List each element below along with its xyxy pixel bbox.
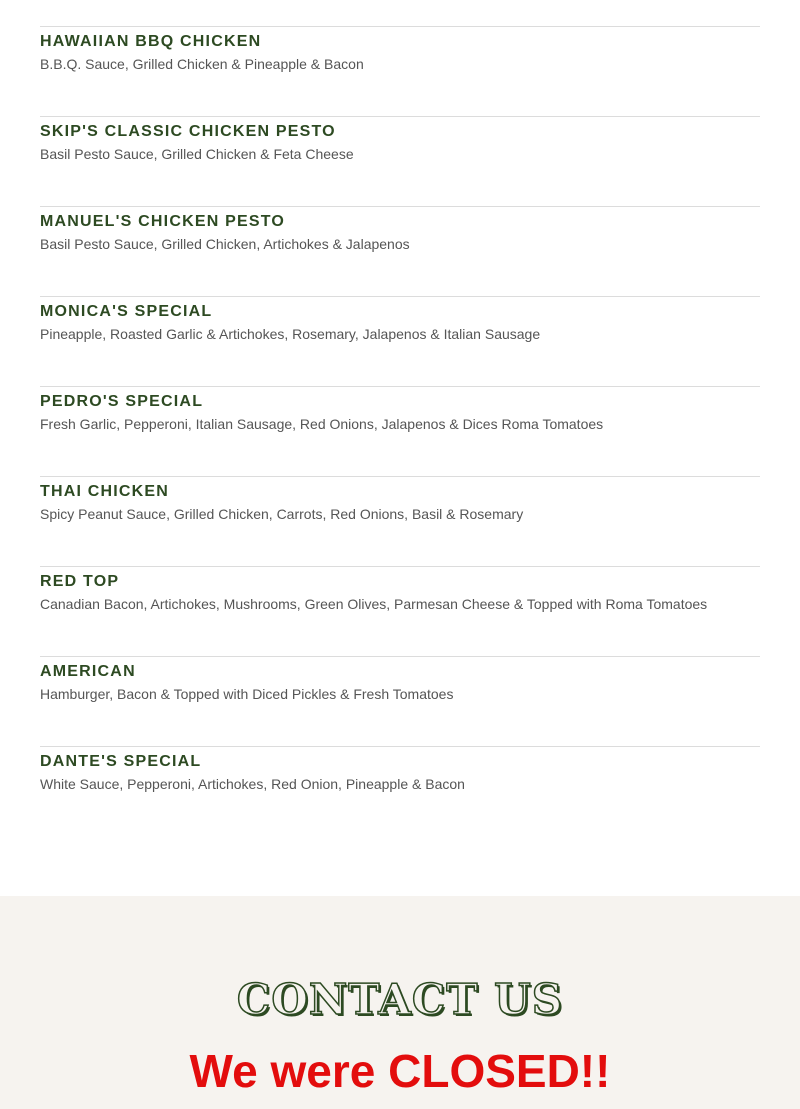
menu-item-description: Spicy Peanut Sauce, Grilled Chicken, Carrots, Red Onions, Basil & Rosemary xyxy=(40,506,524,522)
menu-item-description: Pineapple, Roasted Garlic & Artichokes, Rosemary, Jalapenos & Italian Sausage xyxy=(40,326,541,342)
menu-item-name: HAWAIIAN BBQ CHICKEN xyxy=(40,33,262,50)
menu-item-description: Basil Pesto Sauce, Grilled Chicken, Artichokes & Jalapenos xyxy=(40,236,410,252)
menu-item-description: Canadian Bacon, Artichokes, Mushrooms, Green Olives, Parmesan Cheese & Topped with Roma Tomatoes xyxy=(40,596,708,612)
contact-section xyxy=(0,896,800,1109)
menu-item xyxy=(40,26,760,116)
menu-item-name: MANUEL'S CHICKEN PESTO xyxy=(40,213,286,230)
menu-item xyxy=(40,386,760,476)
menu-item-description: Hamburger, Bacon & Topped with Diced Pickles & Fresh Tomatoes xyxy=(40,686,454,702)
menu-item xyxy=(40,296,760,386)
menu-item-description: Fresh Garlic, Pepperoni, Italian Sausage, Red Onions, Jalapenos & Dices Roma Tomatoes xyxy=(40,416,604,432)
menu-item xyxy=(40,476,760,566)
menu-item xyxy=(40,746,760,836)
menu-item-description: B.B.Q. Sauce, Grilled Chicken & Pineapple & Bacon xyxy=(40,56,364,72)
menu-item-description: White Sauce, Pepperoni, Artichokes, Red Onion, Pineapple & Bacon xyxy=(40,776,465,792)
menu-item-description: Basil Pesto Sauce, Grilled Chicken & Feta Cheese xyxy=(40,146,354,162)
menu-item xyxy=(40,116,760,206)
menu-item-name: PEDRO'S SPECIAL xyxy=(40,393,204,410)
menu-list xyxy=(40,26,760,836)
closed-notice: We were CLOSED!! xyxy=(189,1045,611,1097)
menu-item xyxy=(40,206,760,296)
menu-item-name: THAI CHICKEN xyxy=(40,483,170,500)
menu-item-name: SKIP'S CLASSIC CHICKEN PESTO xyxy=(40,123,336,140)
menu-item-name: AMERICAN xyxy=(40,663,136,680)
contact-us-heading: CONTACT US xyxy=(236,975,564,1024)
menu-item xyxy=(40,566,760,656)
menu-item-name: DANTE'S SPECIAL xyxy=(40,753,202,770)
menu-item xyxy=(40,656,760,746)
menu-item-name: RED TOP xyxy=(40,573,120,590)
menu-item-name: MONICA'S SPECIAL xyxy=(40,303,213,320)
